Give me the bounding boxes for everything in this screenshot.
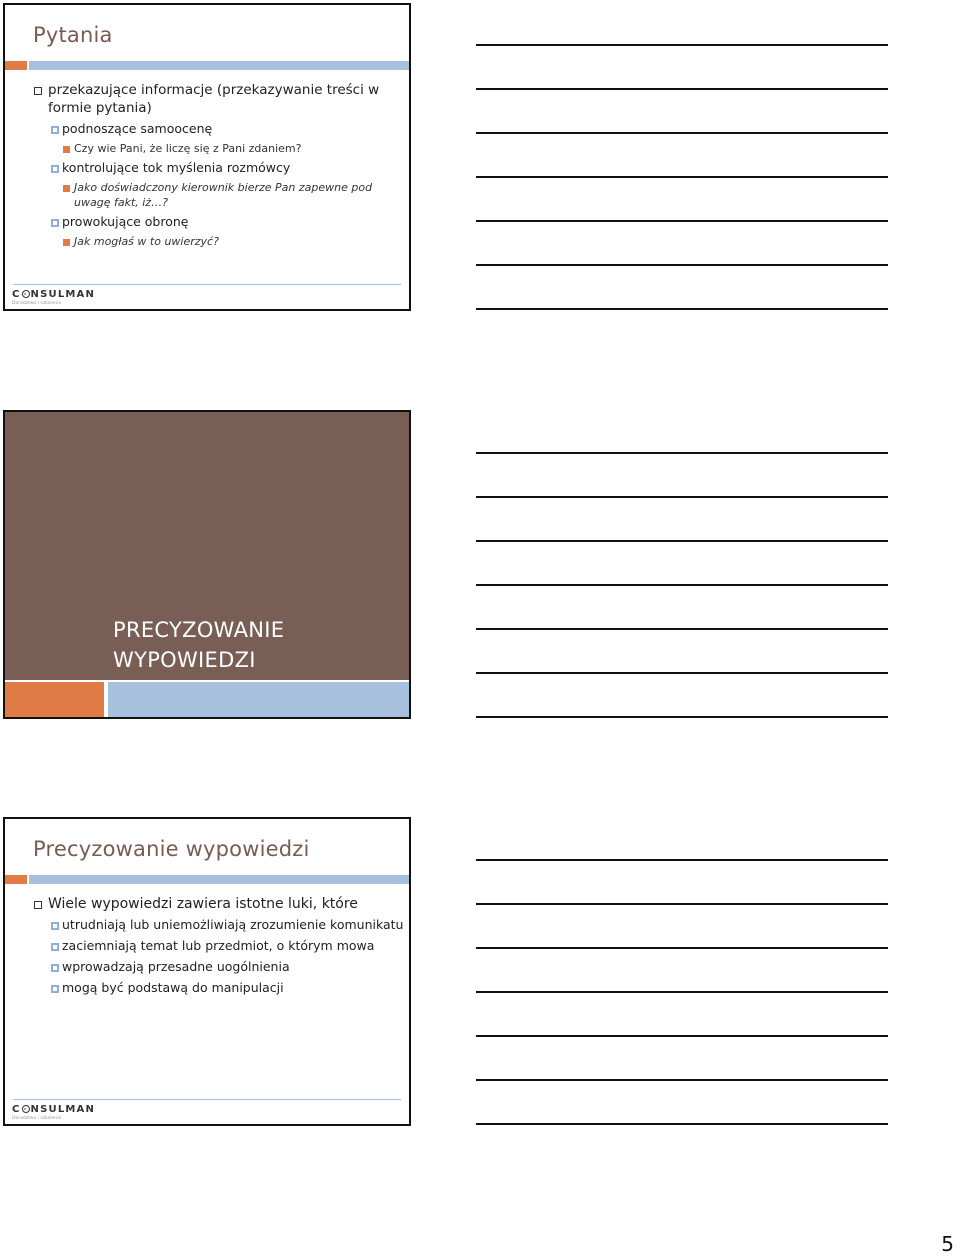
consulman-logo: C NSULMAN Doradztwo i szkolenia	[12, 1104, 96, 1121]
bullet-item: Jak mogłaś w to uwierzyć?	[5, 235, 409, 250]
bullet-item: podnoszące samoocenę	[5, 121, 409, 138]
note-line	[476, 44, 888, 46]
note-line	[476, 903, 888, 905]
bullet-item: Czy wie Pani, że liczę się z Pani zdaniem?	[5, 142, 409, 157]
bullet-item: utrudniają lub uniemożliwiają zrozumienie komunikatu	[5, 917, 409, 934]
square-bullet-icon	[51, 922, 59, 930]
note-line	[476, 540, 888, 542]
title-accent-orange	[5, 61, 27, 70]
note-line	[476, 672, 888, 674]
bullet-item: mogą być podstawą do manipulacji	[5, 980, 409, 997]
title-accent-orange	[5, 875, 27, 884]
title-accent-blue	[29, 875, 409, 884]
consulman-logo: C NSULMAN Doradztwo i szkolenia	[12, 289, 96, 306]
note-line	[476, 88, 888, 90]
note-line	[476, 220, 888, 222]
square-bullet-icon	[51, 165, 59, 173]
square-bullet-icon	[51, 126, 59, 134]
page-number: 5	[941, 1232, 954, 1256]
bullet-item: przekazujące informacje (przekazywanie treści w formie pytania)	[5, 81, 409, 117]
note-line	[476, 1035, 888, 1037]
note-line	[476, 452, 888, 454]
note-line	[476, 264, 888, 266]
square-bullet-icon	[51, 985, 59, 993]
square-bullet-icon	[51, 943, 59, 951]
note-line	[476, 991, 888, 993]
logo-circle-icon	[22, 1105, 30, 1113]
slide-title: Precyzowanie wypowiedzi	[33, 837, 310, 861]
footer-divider	[13, 1099, 401, 1100]
note-line	[476, 1123, 888, 1125]
note-line	[476, 176, 888, 178]
filled-square-bullet-icon	[63, 239, 70, 246]
note-line	[476, 308, 888, 310]
section-accent-orange	[5, 682, 104, 719]
bullet-item: kontrolujące tok myślenia rozmówcy	[5, 160, 409, 177]
square-bullet-icon	[34, 87, 42, 95]
note-line	[476, 132, 888, 134]
bullet-list	[5, 81, 409, 252]
note-line	[476, 716, 888, 718]
section-title: PRECYZOWANIE WYPOWIEDZI	[113, 618, 285, 673]
slide-section-precyzowanie	[3, 410, 411, 719]
filled-square-bullet-icon	[63, 146, 70, 153]
bullet-item: zaciemniają temat lub przedmiot, o którym mowa	[5, 938, 409, 955]
bullet-item: Jako doświadczony kierownik bierze Pan zapewne pod uwagę fakt, iż…?	[5, 181, 409, 211]
filled-square-bullet-icon	[63, 185, 70, 192]
note-line	[476, 947, 888, 949]
square-bullet-icon	[51, 964, 59, 972]
bullet-item: Wiele wypowiedzi zawiera istotne luki, które	[5, 895, 409, 914]
bullet-item: prowokujące obronę	[5, 214, 409, 231]
note-line	[476, 628, 888, 630]
title-accent-blue	[29, 61, 409, 70]
bullet-list	[5, 895, 409, 1000]
square-bullet-icon	[34, 901, 42, 909]
slide-pytania	[3, 3, 411, 311]
slide-precyzowanie-wypowiedzi	[3, 817, 411, 1126]
section-accent-blue	[108, 682, 409, 719]
note-line	[476, 859, 888, 861]
logo-circle-icon	[22, 290, 30, 298]
slide-title: Pytania	[33, 23, 113, 47]
footer-divider	[13, 284, 401, 285]
bullet-item: wprowadzają przesadne uogólnienia	[5, 959, 409, 976]
note-line	[476, 584, 888, 586]
square-bullet-icon	[51, 219, 59, 227]
note-line	[476, 1079, 888, 1081]
note-line	[476, 496, 888, 498]
